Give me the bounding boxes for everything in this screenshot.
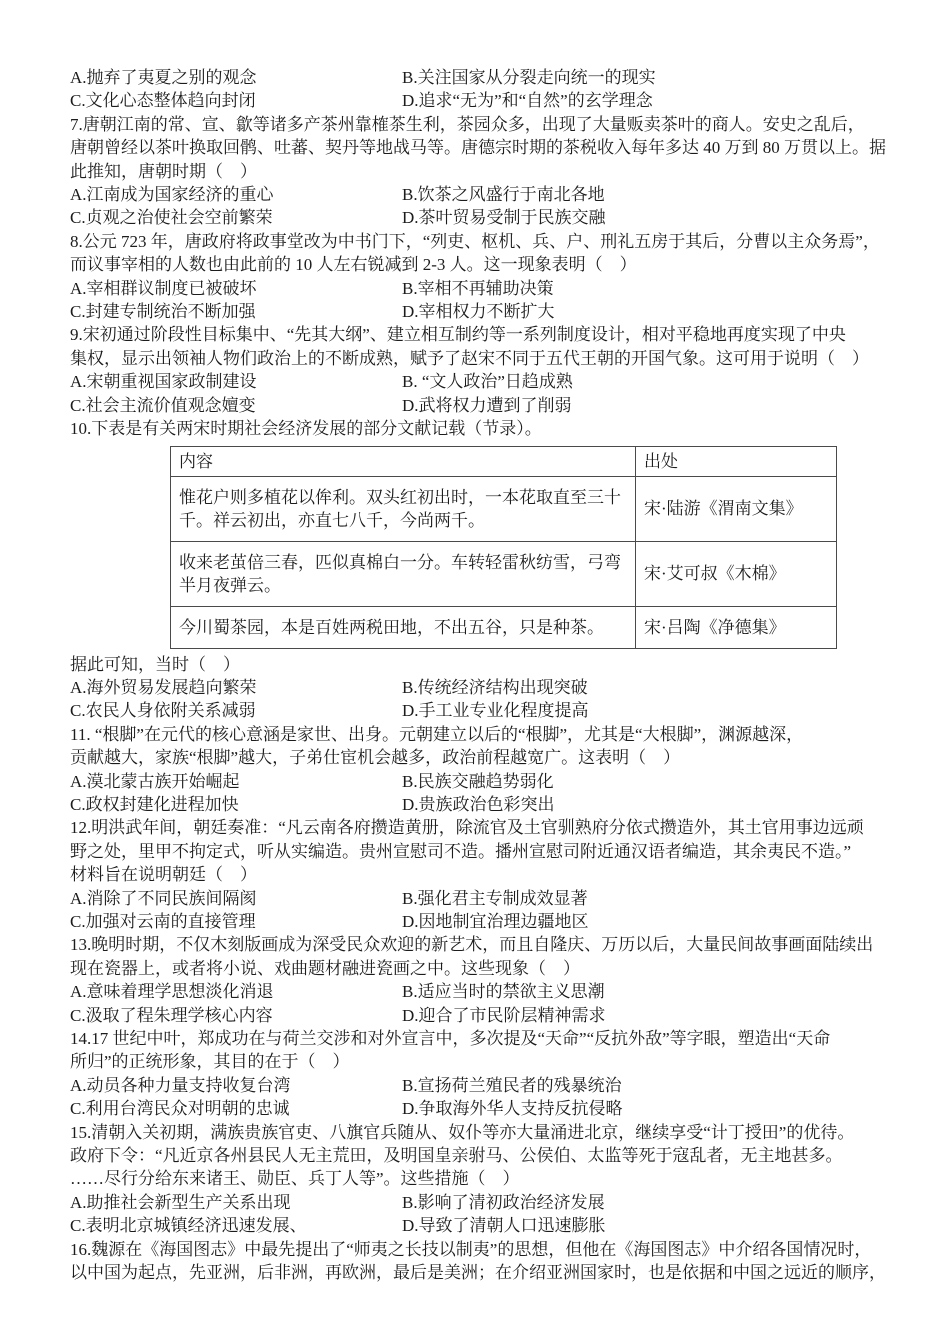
q9-option-a: A.宋朝重视国家政制建设 — [70, 372, 257, 392]
q10-table-row-2-content: 收来老茧倍三春，匹似真棉白一分。车转轻雷秋纺雪，弓弯半月夜弹云。 — [171, 541, 636, 606]
q9-option-c: C.社会主流价值观念嬗变 — [70, 395, 256, 415]
q7-stem-line-3: 此推知，唐朝时期（ ） — [70, 161, 257, 181]
q10-option-b: B.传统经济结构出现突破 — [402, 677, 588, 697]
q11-option-a: A.漠北蒙古族开始崛起 — [70, 771, 240, 791]
q10-table-header-content: 内容 — [171, 446, 636, 476]
q8-stem-line-2: 而议事宰相的人数也由此前的 10 人左右锐减到 2-3 人。这一现象表明（ ） — [70, 255, 637, 275]
q9-stem-line-1: 9.宋初通过阶段性目标集中、“先其大纲”、建立相互制约等一系列制度设计，相对平稳地再度实现了中央 — [70, 325, 846, 345]
q10-table-row-3-source: 宋·吕陶《净德集》 — [636, 606, 837, 648]
q8-option-a: A.宰相群议制度已被破坏 — [70, 278, 257, 298]
q14-stem-line-2: 所归”的正统形象，其目的在于（ ） — [70, 1052, 350, 1072]
q14-options-row-cd — [70, 1097, 888, 1120]
q15-options-row-cd — [70, 1214, 888, 1237]
q14-option-d: D.争取海外华人支持反抗侵略 — [402, 1099, 623, 1119]
q12-stem-line-1: 12.明洪武年间，朝廷奏准：“凡云南各府攒造黄册，除流官及土官驯熟府分依式攒造外，其土官用事边远顽 — [70, 818, 864, 838]
q7-option-c: C.贞观之治使社会空前繁荣 — [70, 208, 273, 228]
q10-options-row-cd — [70, 699, 888, 722]
q13-option-d: D.迎合了市民阶层精神需求 — [402, 1005, 606, 1025]
q13-option-a: A.意味着理学思想淡化消退 — [70, 982, 274, 1002]
q15-option-b: B.影响了清初政治经济发展 — [402, 1192, 605, 1212]
q15-option-d: D.导致了清朝人口迅速膨胀 — [402, 1216, 606, 1236]
q12-stem-line-3: 材料旨在说明朝廷（ ） — [70, 865, 257, 885]
q10-option-a: A.海外贸易发展趋向繁荣 — [70, 677, 257, 697]
q6-option-d: D.追求“无为”和“自然”的玄学理念 — [402, 91, 653, 111]
q12-stem-line-2: 野之处，里甲不拘定式，听从实编造。贵州宣慰司不造。播州宣慰司附近通汉语者编造，其余夷民不造。” — [70, 841, 852, 861]
q6-options-row-ab — [70, 66, 888, 89]
q10-options-row-ab — [70, 676, 888, 699]
q8-option-d: D.宰相权力不断扩大 — [402, 302, 555, 322]
q6-option-c: C.文化心态整体趋向封闭 — [70, 91, 256, 111]
q9-options-row-ab — [70, 370, 888, 393]
q15-option-c: C.表明北京城镇经济迅速发展、 — [70, 1216, 307, 1236]
q7-options-row-cd — [70, 206, 888, 229]
q15-stem-line-1: 15.清朝入关初期，满族贵族官吏、八旗官兵随从、奴仆等亦大量涌进北京，继续享受“计丁授田”的优待。 — [70, 1122, 855, 1142]
q12-option-b: B.强化君主专制成效显著 — [402, 888, 588, 908]
q10-source-table — [170, 446, 837, 649]
exam-text-column — [70, 66, 888, 1284]
q8-options-row-cd — [70, 300, 888, 323]
q14-stem-line-1: 14.17 世纪中叶，郑成功在与荷兰交涉和对外宣言中，多次提及“天命”“反抗外敌”等字眼，塑造出“天命 — [70, 1029, 831, 1048]
q15-stem-line-2: 政府下令：“凡近京各州县民人无主荒田，及明国皇亲驸马、公侯伯、太监等死于寇乱者，无主地甚多。 — [70, 1146, 843, 1166]
q6-option-b: B.关注国家从分裂走向统一的现实 — [402, 68, 656, 87]
q15-stem-line-3: ……尽行分给东来诸王、勋臣、兵丁人等”。这些措施（ ） — [70, 1169, 520, 1189]
q7-stem-line-1: 7.唐朝江南的常、宣、歙等诸多产茶州靠榷茶生利，茶园众多，出现了大量贩卖茶叶的商人。安史之乱后， — [70, 114, 865, 134]
q7-option-a: A.江南成为国家经济的重心 — [70, 185, 274, 205]
q16-stem-line-2: 以中国为起点，先亚洲，后非洲，再欧洲，最后是美洲；在介绍亚洲国家时，也是依据和中国之远近的顺序， — [70, 1263, 886, 1283]
q11-options-row-ab — [70, 770, 888, 793]
q11-option-b: B.民族交融趋势弱化 — [402, 771, 554, 791]
q15-option-a: A.助推社会新型生产关系出现 — [70, 1192, 291, 1212]
q9-stem-line-2: 集权，显示出领袖人物们政治上的不断成熟，赋予了赵宋不同于五代王朝的开国气象。这可用于说明（ ） — [70, 348, 869, 368]
q11-options-row-cd — [70, 793, 888, 816]
q10-table-header-row — [171, 446, 837, 476]
q14-option-b: B.宣扬荷兰殖民者的残暴统治 — [402, 1075, 622, 1095]
q7-stem-line-2: 唐朝曾经以茶叶换取回鹘、吐蕃、契丹等地战马等。唐德宗时期的茶税收入每年多达 40 万到 80 万贯以上。据 — [70, 138, 886, 158]
q10-table-row-1-content: 惟花户则多植花以侔利。双头红初出时，一本花取直至三十千。祥云初出，亦直七八千，今尚两千。 — [171, 476, 636, 541]
q10-table-header-source: 出处 — [636, 446, 837, 476]
q10-table-row-3 — [171, 606, 837, 648]
q11-option-d: D.贵族政治色彩突出 — [402, 794, 555, 814]
q7-option-b: B.饮茶之风盛行于南北各地 — [402, 185, 605, 205]
q10-table-row-1-source: 宋·陆游《渭南文集》 — [636, 476, 837, 541]
q8-option-c: C.封建专制统治不断加强 — [70, 302, 256, 322]
q10-table-row-3-content: 今川蜀茶园，本是百姓两税田地，不出五谷，只是种茶。 — [171, 606, 636, 648]
q12-option-d: D.因地制宜治理边疆地区 — [402, 911, 589, 931]
q7-options-row-ab — [70, 183, 888, 206]
q14-options-row-ab — [70, 1074, 888, 1097]
q12-option-c: C.加强对云南的直接管理 — [70, 911, 256, 931]
q10-intro: 10.下表是有关两宋时期社会经济发展的部分文献记载（节录）。 — [70, 419, 542, 439]
q10-after-table: 据此可知，当时（ ） — [70, 654, 240, 674]
q14-option-a: A.动员各种力量支持收复台湾 — [70, 1075, 291, 1095]
q10-option-d: D.手工业专业化程度提高 — [402, 701, 589, 721]
q11-stem-line-2: 贡献越大，家族“根脚”越大，子弟仕宦机会越多，政治前程越宽广。这表明（ ） — [70, 748, 681, 768]
q9-options-row-cd — [70, 394, 888, 417]
q14-option-c: C.利用台湾民众对明朝的忠诚 — [70, 1099, 290, 1119]
q6-option-a: A.抛弃了夷夏之别的观念 — [70, 68, 257, 87]
q9-option-b: B. “文人政治”日趋成熟 — [402, 372, 573, 392]
q10-option-c: C.农民人身依附关系减弱 — [70, 701, 256, 721]
q7-option-d: D.茶叶贸易受制于民族交融 — [402, 208, 606, 228]
q10-table-row-2 — [171, 541, 837, 606]
q12-option-a: A.消除了不同民族间隔阂 — [70, 888, 257, 908]
q9-option-d: D.武将权力遭到了削弱 — [402, 395, 572, 415]
q15-options-row-ab — [70, 1191, 888, 1214]
q12-options-row-ab — [70, 887, 888, 910]
q13-options-row-ab — [70, 980, 888, 1003]
q13-option-b: B.适应当时的禁欲主义思潮 — [402, 982, 605, 1002]
q8-option-b: B.宰相不再辅助决策 — [402, 278, 554, 298]
q13-option-c: C.汲取了程朱理学核心内容 — [70, 1005, 273, 1025]
q11-stem-line-1: 11. “根脚”在元代的核心意涵是家世、出身。元朝建立以后的“根脚”，尤其是“大根脚”，渊源越深， — [70, 724, 804, 744]
q11-option-c: C.政权封建化进程加快 — [70, 794, 239, 814]
q6-options-row-cd — [70, 89, 888, 112]
q13-options-row-cd — [70, 1004, 888, 1027]
q8-options-row-ab — [70, 277, 888, 300]
q10-table-row-2-source: 宋·艾可叔《木棉》 — [636, 541, 837, 606]
q10-table-row-1 — [171, 476, 837, 541]
q12-options-row-cd — [70, 910, 888, 933]
q13-stem-line-1: 13.晚明时期，不仅木刻版画成为深受民众欢迎的新艺术，而且自隆庆、万历以后，大量民间故事画面陆续出 — [70, 935, 874, 955]
q16-stem-line-1: 16.魏源在《海国图志》中最先提出了“师夷之长技以制夷”的思想，但他在《海国图志》中介绍各国情况时， — [70, 1239, 872, 1259]
q13-stem-line-2: 现在瓷器上，或者将小说、戏曲题材融进瓷画之中。这些现象（ ） — [70, 958, 580, 978]
q8-stem-line-1: 8.公元 723 年，唐政府将政事堂改为中书门下，“列吏、枢机、兵、户、刑礼五房于其后，分曹以主众务焉”， — [70, 231, 880, 251]
